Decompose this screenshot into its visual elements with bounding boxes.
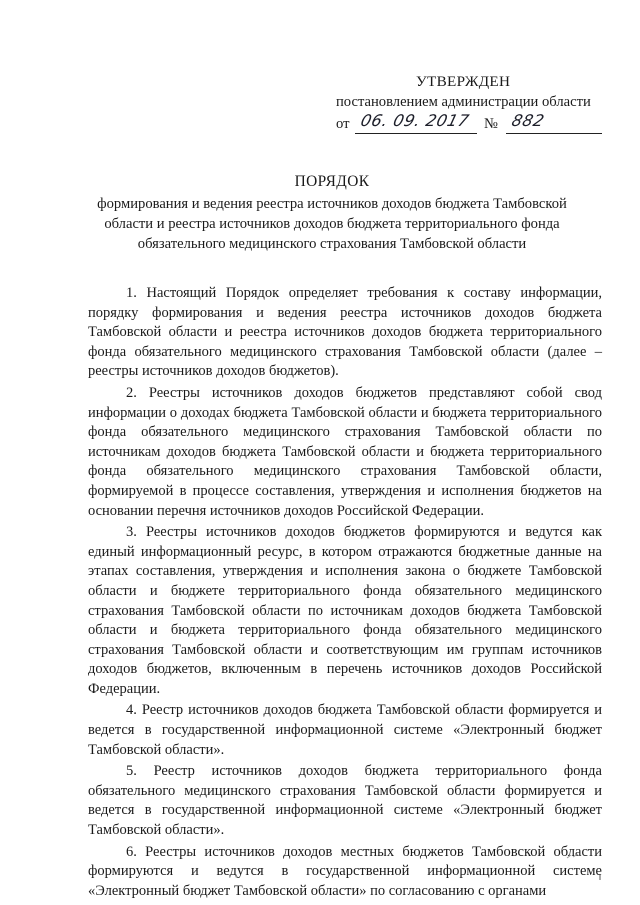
paragraph-1: 1. Настоящий Порядок определяет требования к составу информации, порядку формирования и ведения реестра источников доходов бюджета Тамбовской области и реестра источников доходов бюджета территориального фонда обязательного медицинского страхования Тамбовской области (далее – реестры источников доходов бюджетов). [88, 285, 602, 380]
handwritten-number: 882 [509, 111, 547, 130]
approved-heading: УТВЕРЖДЕН [416, 73, 511, 90]
paragraph-6: 6. Реестры источников доходов местных бюджетов Тамбовской области формируются и ведутся в государственной информационной системе «Электронный бюджет Тамбовской области» по согласованию с органами [88, 843, 602, 899]
approval-issuer: постановлением администрации области [336, 94, 591, 110]
scan-dot-icon [598, 875, 602, 881]
paragraph-4: 4. Реестр источников доходов бюджета Тамбовской области формируется и ведется в государственной информационной системе «Электронный бюджет Тамбовской области». [88, 702, 602, 758]
paragraph-2: 2. Реестры источников доходов бюджетов представляют собой свод информации о доходах бюджета Тамбовской области и бюджета территориального фонда обязательного медицинского страхования Тамбовской области по источникам доходов бюджета Тамбовской области и бюджета территориального фонда обязательного медицинского страхования Тамбовской области, формируемой в процессе составления, утверждения и исполнения бюджетов на основании перечня источников доходов Российской Федерации. [88, 384, 602, 519]
title-block [60, 172, 604, 254]
paragraph-3: 3. Реестры источников доходов бюджетов формируются и ведутся как единый информационный ресурс, в котором отражаются бюджетные данные на этапах составления, утверждения и исполнения закона о бюджете Тамбовской области и бюджете территориального фонда обязательного медицинского страхования Тамбовской области по источникам доходов бюджета Тамбовской области и бюджета территориального фонда обязательного медицинского страхования Тамбовской области и соответствующим им группам источников доходов бюджетов, включенным в перечень источников доходов Российской Федерации. [88, 524, 602, 697]
document-body [88, 284, 602, 903]
number-field [506, 112, 602, 134]
document-title: ПОРЯДОК [294, 173, 370, 190]
scan-dot-mark [598, 874, 602, 884]
approval-date-line [336, 112, 604, 136]
date-field [355, 112, 477, 134]
handwritten-date: 06. 09. 2017 [358, 111, 472, 130]
date-prefix: от [336, 116, 350, 132]
scan-speck-icon [566, 853, 580, 859]
scan-speck-mark [566, 852, 580, 862]
number-sign: № [484, 116, 498, 132]
paragraph-5: 5. Реестр источников доходов бюджета территориального фонда обязательного медицинского страхования Тамбовской области формируется и ведется в государственной информационной системе «Электронный бюджет Тамбовской области». [88, 763, 602, 839]
document-subtitle: формирования и ведения реестра источников доходов бюджета Тамбовской области и реестра источников доходов бюджета территориального фонда обязательного медицинского страхования Тамбовской области [97, 196, 567, 252]
